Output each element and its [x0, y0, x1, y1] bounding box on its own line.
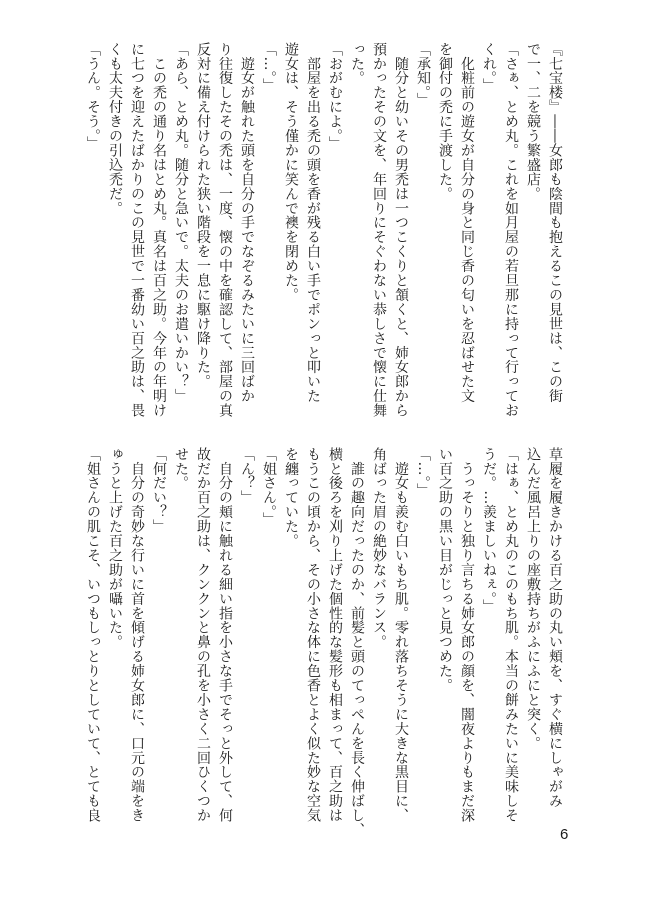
- text-line: 遊女も羨む白いもち肌。零れ落ちそうに大きな黒目に、: [393, 447, 409, 823]
- text-line: 部屋を出る禿の頭を香が残る白い手でポンっと叩いた: [305, 42, 321, 404]
- text-line: 横と後ろを刈り上げた個性的な髪形も相まって、百之助は: [327, 447, 343, 823]
- text-line: 「姐さんの肌こそ、いつもしっとりとしていて、とても良: [85, 447, 101, 823]
- text-line: 自分の奇妙な行いに首を傾げる姉女郎に、口元の端をき: [129, 447, 145, 823]
- text-line: 角ばった眉の絶妙なバランス。: [371, 447, 387, 650]
- text-line: 草履を履きかける百之助の丸い頬を、すぐ横にしゃがみ: [547, 447, 563, 809]
- text-line: 「承知。」: [415, 42, 431, 108]
- text-line: 「さぁ、とめ丸。これを如月屋の若旦那に持って行ってお: [503, 42, 519, 418]
- upper-text-block: [82, 42, 566, 418]
- text-line: を纏っていた。: [283, 447, 299, 549]
- text-line: 「…。」: [261, 42, 277, 93]
- text-line: 「ん？」: [239, 447, 255, 505]
- text-line: を御付の禿に手渡した。: [437, 42, 453, 201]
- text-line: 随分と幼いその男禿は一つこくりと頷くと、姉女郎から: [393, 42, 409, 418]
- text-line: 「はぁ、とめ丸のこのもち肌。本当の餅みたいに美味しそ: [503, 447, 519, 823]
- lower-text-block: [82, 447, 566, 838]
- text-line: この禿の通り名はとめ丸。真名は百之助。今年の年明け: [151, 42, 167, 418]
- text-line: い百之助の黒い目がじっと見つめた。: [437, 447, 453, 693]
- text-line: 『七宝楼』――女郎も陰間も抱えるこの見世は、この街: [547, 42, 563, 404]
- text-line: 「姐さん。」: [261, 447, 277, 527]
- page-number: 6: [560, 826, 569, 843]
- text-line: せた。: [173, 447, 189, 491]
- text-line: もうこの頃から、その小さな体に色香とよく似た妙な空気: [305, 447, 321, 823]
- text-line: で一、二を競う繁盛店。: [525, 42, 541, 201]
- text-line: うだ。…羨ましいねぇ。」: [481, 447, 497, 614]
- text-line: 遊女は、そう僅かに笑んで襖を閉めた。: [283, 42, 299, 303]
- text-line: 自分の頬に触れる細い指を小さな手でそっと外して、何: [217, 447, 233, 823]
- text-line: 反対に備え付けられた狭い階段を一息に駆け降りた。: [195, 42, 211, 389]
- text-line: 「…。」: [415, 447, 431, 498]
- text-line: 故だか百之助は、クンクンと鼻の孔を小さく二回ひくつか: [195, 447, 211, 823]
- text-line: 預かったその文を、年回りにそぐわない恭しさで懐に仕舞: [371, 42, 387, 418]
- text-line: った。: [349, 42, 365, 86]
- text-line: 「おがむによ。」: [327, 42, 343, 151]
- text-line: 誰の趣向だったのか、前髪と頭のてっぺんを長く伸ばし、: [349, 447, 365, 838]
- text-line: くれ。」: [481, 42, 497, 93]
- text-line: 化粧前の遊女が自分の身と同じ香の匂いを忍ばせた文: [459, 42, 475, 404]
- text-line: 「あら、とめ丸。随分と急いで。太夫のお遣いかい？」: [173, 42, 189, 404]
- text-line: うっそりと独り言ちる姉女郎の顔を、闇夜よりもまだ深: [459, 447, 475, 823]
- text-line: ゅうと上げた百之助が囁いた。: [107, 447, 123, 650]
- text-line: 遊女が触れた頭を自分の手でなぞるみたいに三回ばか: [239, 42, 255, 404]
- text-line: 込んだ風呂上りの座敷持ちがふにふにと突く。: [525, 447, 541, 751]
- text-line: り往復したその禿は、一度、懐の中を確認して、部屋の真: [217, 42, 233, 418]
- text-line: に七つを迎えたばかりのこの見世で一番幼い百之助は、畏: [129, 42, 145, 418]
- text-line: 「何だい？」: [151, 447, 167, 534]
- text-line: 「うん。そう。」: [85, 42, 101, 151]
- text-line: くも太夫付きの引込禿だ。: [107, 42, 123, 216]
